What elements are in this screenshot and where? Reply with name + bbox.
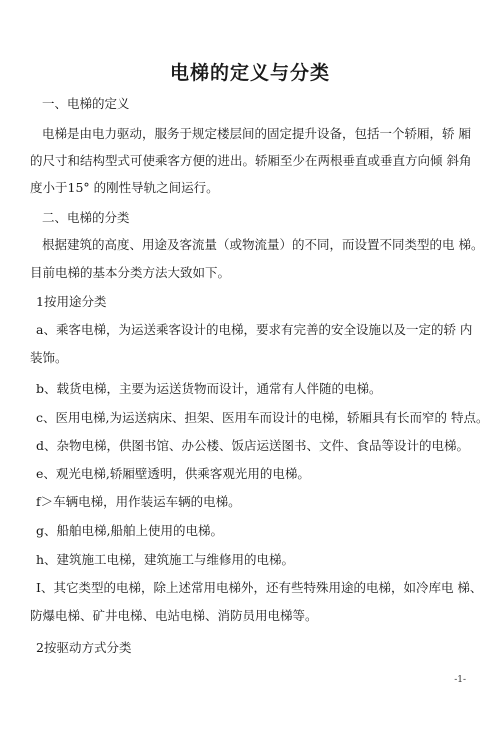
list-item-line: c、医用电梯,为运送病床、担架、医用车而设计的电梯，轿厢具有长而窄的 特点。 xyxy=(36,410,489,425)
paragraph-line: 根据建筑的高度、用途及客流量（或物流量）的不同，而设置不同类型的电 梯。 xyxy=(42,237,484,252)
section-heading-classification: 二、电梯的分类 xyxy=(42,210,130,225)
paragraph-line: 的尺寸和结构型式可使乘客方便的进出。轿厢至少在两根垂直或垂直方向倾 斜角 xyxy=(30,153,472,168)
list-item-line: b、载货电梯，主要为运送货物而设计，通常有人伴随的电梯。 xyxy=(36,381,382,396)
list-item-line: 装饰。 xyxy=(30,350,68,365)
page-number: -1- xyxy=(454,675,466,685)
list-item-line: a、乘客电梯，为运送乘客设计的电梯，要求有完善的安全设施以及一定的轿 内 xyxy=(36,322,473,337)
list-item-line: d、杂物电梯，供图书馆、办公楼、饭店运送图书、文件、食品等设计的电梯。 xyxy=(36,438,470,453)
section-heading-definition: 一、电梯的定义 xyxy=(42,96,130,111)
list-item-line: e、观光电梯,轿厢壁透明，供乘客观光用的电梯。 xyxy=(36,466,310,481)
paragraph-line: 目前电梯的基本分类方法大致如下。 xyxy=(30,265,231,280)
page-title: 电梯的定义与分类 xyxy=(169,62,330,84)
list-item-line: g、船舶电梯,船舶上使用的电梯。 xyxy=(36,523,223,538)
list-item-line: f＞车辆电梯，用作装运车辆的电梯。 xyxy=(36,494,241,509)
subsection-heading-by-drive: 2按驱动方式分类 xyxy=(36,640,132,655)
paragraph-line: 度小于15° 的刚性导轨之间运行。 xyxy=(30,180,219,195)
list-item-line: h、建筑施工电梯，建筑施工与维修用的电梯。 xyxy=(36,552,295,567)
list-item-line: I、其它类型的电梯，除上述常用电梯外，还有些特殊用途的电梯，如冷库电 梯、 xyxy=(36,580,483,595)
subsection-heading-by-use: 1按用途分类 xyxy=(36,294,107,309)
paragraph-line: 电梯是由电力驱动，服务于规定楼层间的固定提升设备，包括一个轿厢，轿 厢 xyxy=(42,126,471,141)
list-item-line: 防爆电梯、矿井电梯、电站电梯、消防员用电梯等。 xyxy=(30,608,318,623)
